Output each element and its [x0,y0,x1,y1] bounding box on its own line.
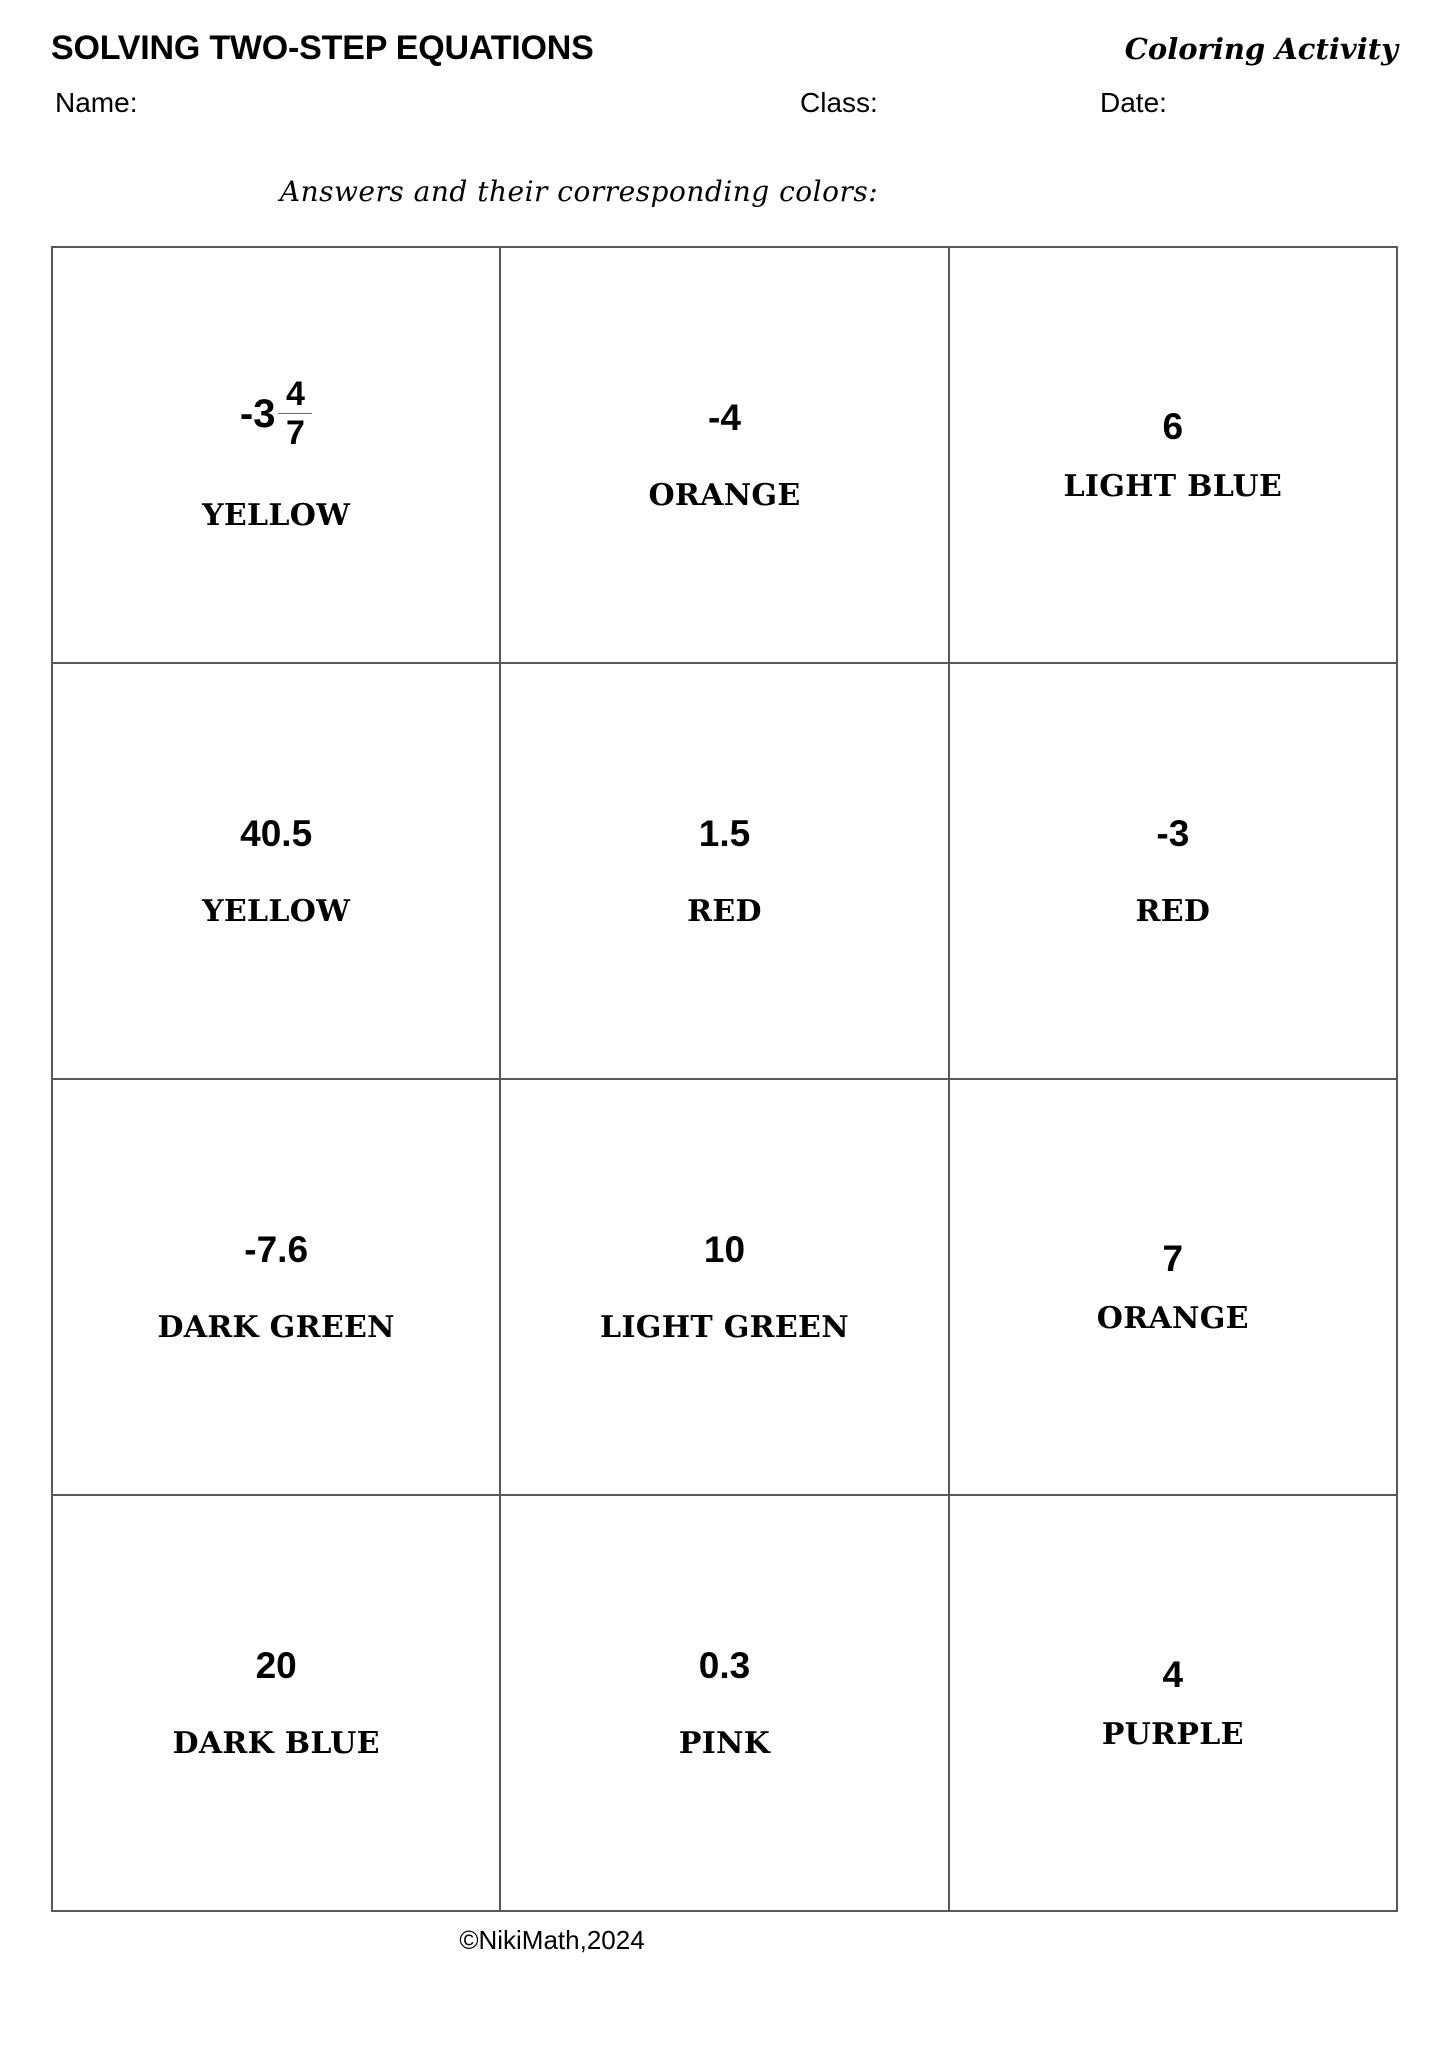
answer-value: 0.3 [698,1645,751,1686]
answer-cell-content [53,664,499,1078]
fraction [278,376,312,451]
worksheet-header [51,28,1398,74]
answer-cell-content [501,1496,947,1910]
answer-cell-content [950,1080,1396,1494]
date-field-label: Date: [1100,87,1167,118]
fraction-denominator: 7 [285,413,305,452]
answer-cell [52,663,500,1079]
answer-cell-content [501,248,947,662]
answer-cell-content [53,1496,499,1910]
answer-value: 40.5 [240,813,313,854]
answer-cell [500,663,948,1079]
answer-cell-content [501,664,947,1078]
answer-cell-content [950,248,1396,662]
answer-value: -3 [1156,813,1190,854]
answer-value: -4 [708,397,741,438]
answer-cell [500,1495,948,1911]
fraction-numerator: 4 [285,374,305,413]
answer-key-subtitle-text: Answers and their corresponding colors: [279,175,879,208]
answer-color-label: LIGHT BLUE [1063,469,1283,504]
answer-color-label: ORANGE [1096,1301,1249,1336]
answer-cell [52,247,500,663]
answer-value: 7 [1162,1238,1184,1279]
footer-credit-text: ©NikiMath,2024 [459,1925,645,1955]
answer-cell [949,663,1397,1079]
answer-cell-content [950,664,1396,1078]
answer-value: 20 [255,1645,297,1686]
table-row [52,1495,1397,1911]
answer-value: 10 [703,1229,746,1270]
answer-cell [949,247,1397,663]
answer-color-label: LIGHT GREEN [600,1310,849,1345]
table-row [52,247,1397,663]
answer-color-label: RED [1135,894,1211,929]
answer-cell-content [501,1080,947,1494]
page-title: SOLVING TWO-STEP EQUATIONS [51,29,594,67]
answer-cell-content [53,1080,499,1494]
answer-cell-content [53,248,499,662]
answer-value: 4 [1162,1654,1184,1695]
answer-value: -7.6 [244,1229,309,1270]
answer-cell [949,1079,1397,1495]
student-info-row [0,85,1448,125]
answer-cell [500,1079,948,1495]
answer-key-table [51,246,1398,1912]
answer-color-label: YELLOW [202,894,351,929]
answer-color-label: RED [687,894,762,929]
answer-cell [500,247,948,663]
mixed-number-whole: -3 [239,392,276,436]
activity-type-label: Coloring Activity [1124,32,1398,66]
answer-color-label: YELLOW [202,497,351,533]
answer-cell [949,1495,1397,1911]
mixed-number [239,374,313,452]
answer-value: 6 [1162,406,1184,447]
answer-color-label: PURPLE [1101,1717,1244,1752]
answer-value: 1.5 [698,813,751,854]
name-field-label: Name: [55,87,138,118]
answer-cell [52,1079,500,1495]
answer-color-label: PINK [678,1726,771,1761]
class-field-label: Class: [800,87,878,118]
answer-key-subtitle [0,175,1448,209]
table-row [52,1079,1397,1495]
answer-cell [52,1495,500,1911]
footer-credit [0,1924,1448,1956]
answer-color-label: ORANGE [648,478,801,513]
answer-cell-content [950,1496,1396,1910]
table-row [52,663,1397,1079]
answer-color-label: DARK GREEN [157,1310,395,1345]
answer-value [239,374,313,452]
answer-color-label: DARK BLUE [172,1726,380,1761]
